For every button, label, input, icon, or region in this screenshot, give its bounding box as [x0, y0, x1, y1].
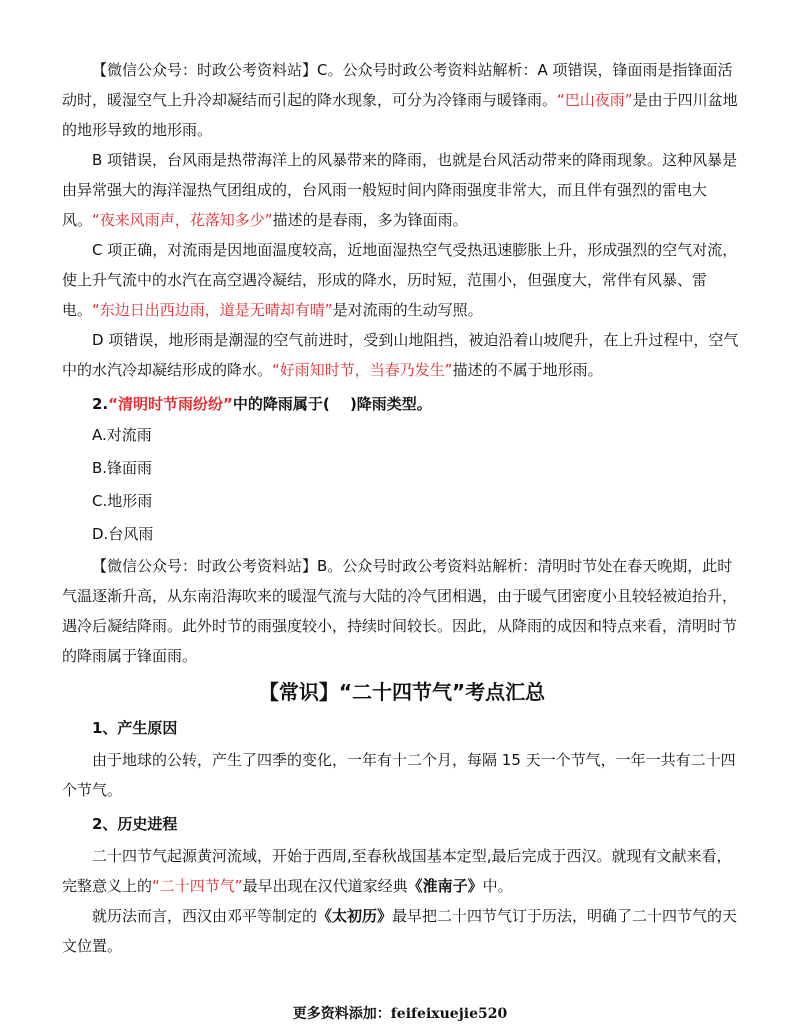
subsection-text-1: 由于地球的公转，产生了四季的变化，一年有十二个月，每隔 15 天一个节气，一年一共有二十四个节气。 [62, 751, 736, 799]
subsection-text-3 [62, 901, 742, 961]
question-number: 2. [92, 395, 109, 413]
highlight-quote: “夜来风雨声，花落知多少” [92, 211, 273, 229]
highlight-quote: “清明时节雨纷纷” [108, 395, 233, 413]
text-run: B 项错误，台风雨是热带海洋上的风暴带来的降雨，也就是台风活动带来的降雨现象。这种风暴是由异常强大的海洋湿热气团组成的，台风雨一般短时间内降雨强度非常大，而且伴有强烈的雷电大风。 [62, 151, 738, 229]
question-text: 中的降雨属于( )降雨类型。 [232, 395, 432, 413]
subsection-title-2: 2、历史进程 [92, 815, 178, 833]
document-body [62, 55, 742, 961]
highlight-quote: “二十四节气” [152, 877, 243, 895]
text-run: 是由于四川盆地的地形导致的地形雨。 [62, 91, 738, 139]
text-run: D 项错误，地形雨是潮湿的空气前进时，受到山地阻挡，被迫沿着山坡爬升，在上升过程中，空气中的水汽冷却凝结形成的降水。 [62, 331, 739, 379]
analysis-paragraph-c [62, 235, 742, 325]
footer-note: 更多资料添加：feifeixuejie520 [292, 1006, 508, 1022]
question-2 [62, 389, 742, 419]
text-run: 最早把二十四节气订于历法，明确了二十四节气的天文位置。 [62, 907, 738, 955]
text-run: 中。 [482, 877, 513, 895]
text-run: 最早出现在汉代道家经典 [242, 877, 408, 895]
text-run: 【微信公众号：时政公考资料站】C。公众号时政公考资料站解析：A 项错误，锋面雨是指锋面活动时，暖湿空气上升冷却凝结而引起的降水现象，可分为冷锋雨与暖锋雨。 [62, 61, 733, 109]
option-b: B.锋面雨 [92, 459, 153, 477]
option-d: D.台风雨 [92, 525, 154, 543]
analysis-paragraph-b [62, 145, 742, 235]
text-run: 描述的不属于地形雨。 [452, 361, 603, 379]
highlight-quote: “东边日出西边雨，道是无晴却有晴” [92, 301, 333, 319]
answer-paragraph-1 [62, 55, 742, 145]
text-run: C 项正确，对流雨是因地面温度较高，近地面湿热空气受热迅速膨胀上升，形成强烈的空气对流，使上升气流中的水汽在高空遇冷凝结，形成的降水，历时短，范围小，但强度大，常伴有风暴、雷电。 [62, 241, 738, 319]
book-title: 《太初历》 [317, 907, 393, 925]
text-run: 二十四节气起源黄河流域，开始于西周,至春秋战国基本定型,最后完成于西汉。就现有文献来看，完整意义上的 [62, 847, 732, 895]
text-run: 描述的是春雨，多为锋面雨。 [272, 211, 468, 229]
subsection-text-2 [62, 841, 742, 901]
text-run: 就历法而言，西汉由邓平等制定的 [92, 907, 318, 925]
option-a: A.对流雨 [92, 426, 152, 444]
section-heading: 【常识】“二十四节气”考点汇总 [258, 680, 546, 704]
text-run: 是对流雨的生动写照。 [332, 301, 483, 319]
highlight-quote: “巴山夜雨” [557, 91, 633, 109]
option-c: C.地形雨 [92, 492, 153, 510]
subsection-title-1: 1、产生原因 [92, 719, 178, 737]
analysis-paragraph-d [62, 325, 742, 385]
book-title: 《淮南子》 [407, 877, 483, 895]
highlight-quote: “好雨知时节，当春乃发生” [272, 361, 453, 379]
answer-paragraph-2: 【微信公众号：时政公考资料站】B。公众号时政公考资料站解析：清明时节处在春天晚期，此时气温逐渐升高，从东南沿海吹来的暖湿气流与大陆的冷气团相遇，由于暖气团密度小且较轻被迫抬升，遇冷后凝结降雨。此外时节的雨强度较小，持续时间较长。因此，从降雨的成因和特点来看，清明时节的降雨属于锋面雨。 [62, 557, 738, 665]
